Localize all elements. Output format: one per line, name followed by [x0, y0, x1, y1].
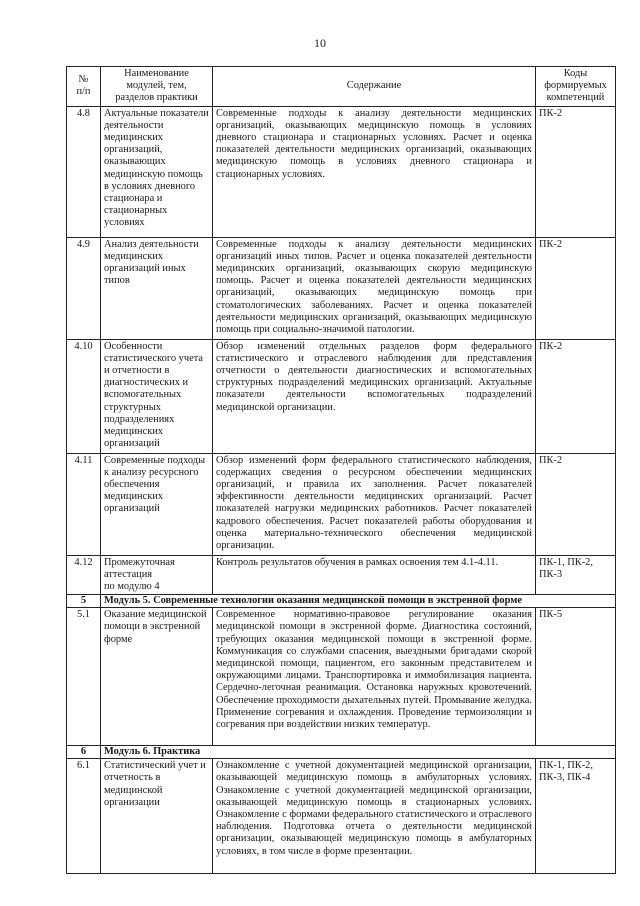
table-row — [67, 453, 616, 555]
table-row — [67, 759, 616, 874]
row-codes: ПК-2 — [536, 106, 616, 237]
row-number: 4.11 — [67, 453, 101, 555]
page-number: 10 — [314, 36, 326, 50]
row-codes: ПК-2 — [536, 237, 616, 339]
row-title: Статистический учет и отчетность в медицинской организации — [101, 759, 213, 874]
module-number: 6 — [67, 746, 101, 759]
table-row — [67, 106, 616, 237]
row-content: Контроль результатов обучения в рамках освоения тем 4.1-4.11. — [213, 555, 536, 595]
row-number: 4.10 — [67, 339, 101, 453]
row-number: 4.8 — [67, 106, 101, 237]
table-row — [67, 555, 616, 595]
module-number: 5 — [67, 595, 101, 608]
row-number: 4.9 — [67, 237, 101, 339]
row-number: 6.1 — [67, 759, 101, 874]
module-row — [67, 595, 616, 608]
header-module-name: Наименование модулей, тем, разделов практики — [101, 67, 213, 107]
row-content: Современные подходы к анализу деятельности медицинских организаций, оказывающих медицинскую помощь в условиях дневного стационара и стационарных условиях. Расчет и оценка показателей деятельности медицинских организаций, оказывающих медицинскую помощь в условиях дневного стационара и стационарных условиях. — [213, 106, 536, 237]
module-row — [67, 746, 616, 759]
row-title: Актуальные показатели деятельности медицинских организаций, оказывающих медицинскую помощь в условиях дневного стационара и стационарных условиях — [101, 106, 213, 237]
row-content: Обзор изменений отдельных разделов форм федерального статистического и отраслевого наблюдения для представления отчетности о деятельности диагностических и вспомогательных структурных подразделений медицинских организаций. Актуальные показатели деятельности вспомогательных подразделений медицинской организации. — [213, 339, 536, 453]
header-number: № п/п — [67, 67, 101, 107]
table-row — [67, 608, 616, 746]
row-title: Особенности статистического учета и отчетности в диагностических и вспомогательных структурных подразделениях медицинских организаций — [101, 339, 213, 453]
table-row — [67, 237, 616, 339]
row-number: 4.12 — [67, 555, 101, 595]
module-title: Модуль 5. Современные технологии оказания медицинской помощи в экстренной форме — [101, 595, 616, 608]
row-content: Современные подходы к анализу деятельности медицинских организаций иных типов. Расчет и оценка показателей деятельности медицинских организаций, оказывающих скорую медицинскую помощь. Расчет и оценка показателей деятельности медицинских организаций, оказывающих медицинскую помощь при стоматологических заболеваниях. Расчет и оценка показателей деятельности медицинских организаций, оказывающих медицинскую помощь при социально-значимой патологии. — [213, 237, 536, 339]
table-header — [67, 67, 616, 107]
row-codes: ПК-1, ПК-2, ПК-3 — [536, 555, 616, 595]
row-codes: ПК-1, ПК-2, ПК-3, ПК-4 — [536, 759, 616, 874]
row-codes: ПК-5 — [536, 608, 616, 746]
row-title: Анализ деятельности медицинских организаций иных типов — [101, 237, 213, 339]
row-codes: ПК-2 — [536, 339, 616, 453]
row-title: Промежуточная аттестация по модулю 4 — [101, 555, 213, 595]
row-content: Ознакомление с учетной документацией медицинской организации, оказывающей медицинскую помощь в амбулаторных условиях. Ознакомление с учетной документацией медицинской организации, оказывающей медицинскую помощь в стационарных условиях. Ознакомление с формами федерального статистического и отраслевого наблюдения. Подготовка отчета о деятельности медицинской организации, оказывающей медицинскую помощь в амбулаторных условиях, в том числе в форме презентации. — [213, 759, 536, 874]
curriculum-table — [66, 66, 616, 874]
row-content: Обзор изменений форм федерального статистического наблюдения, содержащих сведения о ресурсном обеспечении медицинских организаций, и правила их заполнения. Расчет показателей эффективности деятельности медицинских организаций. Расчет показателей нагрузки медицинских работников. Расчет показателей кадрового обеспечения. Расчет показателей работы оборудования и оценка материально-технического обеспечения медицинской организации. — [213, 453, 536, 555]
header-content: Содержание — [213, 67, 536, 107]
row-content: Современное нормативно-правовое регулирование оказания медицинской помощи в экстренной форме. Диагностика состояний, требующих оказания медицинской помощи в экстренной форме. Коммуникация со службами спасения, выездными бригадами скорой медицинской помощи, пациентом, его законным представителем и окружающими лицами. Транспортировка и иммобилизация пациента. Сердечно-легочная реанимация. Остановка наружных кровотечений. Обеспечение проходимости дыхательных путей. Промывание желудка. Применение согревания и охлаждения. Проведение термоизоляции и согревания при воздействии низких температур. — [213, 608, 536, 746]
module-title: Модуль 6. Практика — [101, 746, 616, 759]
row-number: 5.1 — [67, 608, 101, 746]
row-codes: ПК-2 — [536, 453, 616, 555]
row-title: Современные подходы к анализу ресурсного обеспечения медицинских организаций — [101, 453, 213, 555]
row-title: Оказание медицинской помощи в экстренной форме — [101, 608, 213, 746]
table-row — [67, 339, 616, 453]
header-competency-codes: Коды формируемых компетенций — [536, 67, 616, 107]
